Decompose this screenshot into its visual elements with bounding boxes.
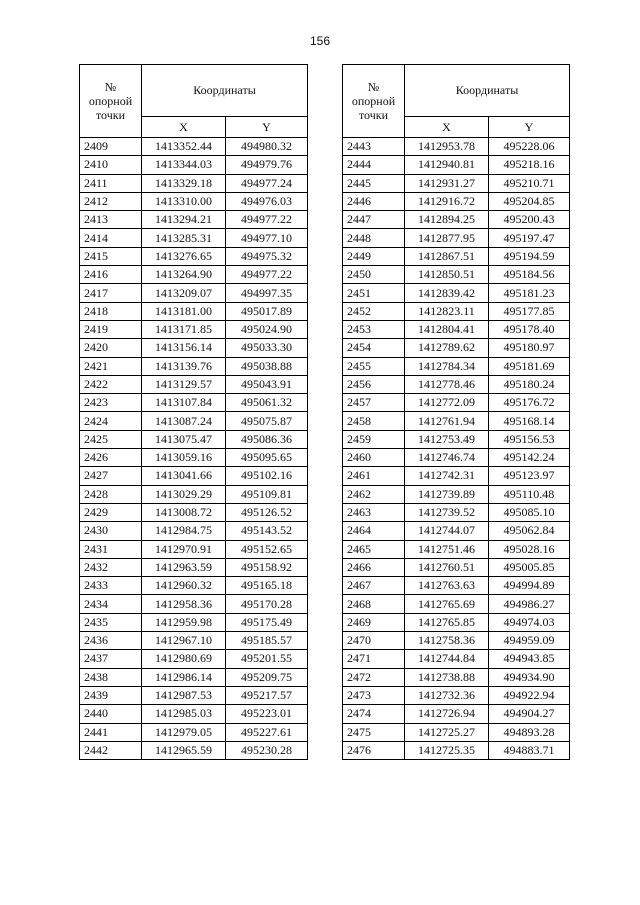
point-id-cell: 2460 — [343, 449, 405, 467]
point-id-cell: 2422 — [80, 375, 142, 393]
table-row — [343, 723, 570, 741]
table-row — [343, 320, 570, 338]
x-coordinate-cell: 1412784.34 — [405, 357, 489, 375]
x-coordinate-cell: 1413344.03 — [142, 156, 226, 174]
y-coordinate-cell: 495075.87 — [226, 412, 308, 430]
point-id-cell: 2410 — [80, 156, 142, 174]
y-column-header: Y — [226, 117, 308, 138]
point-id-cell: 2440 — [80, 705, 142, 723]
point-id-cell: 2455 — [343, 357, 405, 375]
y-coordinate-cell: 494922.94 — [489, 686, 570, 704]
point-id-cell: 2427 — [80, 467, 142, 485]
x-coordinate-cell: 1412732.36 — [405, 686, 489, 704]
x-coordinate-cell: 1412963.59 — [142, 558, 226, 576]
y-coordinate-cell: 495095.65 — [226, 449, 308, 467]
table-row — [80, 558, 308, 576]
point-id-cell: 2451 — [343, 284, 405, 302]
table-row — [343, 503, 570, 521]
y-coordinate-cell: 495180.24 — [489, 375, 570, 393]
point-id-cell: 2433 — [80, 577, 142, 595]
table-row — [343, 686, 570, 704]
table-row — [80, 632, 308, 650]
table-row — [343, 211, 570, 229]
table-row — [343, 430, 570, 448]
table-row — [343, 650, 570, 668]
point-id-cell: 2438 — [80, 668, 142, 686]
y-coordinate-cell: 495102.16 — [226, 467, 308, 485]
y-coordinate-cell: 495017.89 — [226, 302, 308, 320]
point-id-cell: 2447 — [343, 211, 405, 229]
y-coordinate-cell: 495223.01 — [226, 705, 308, 723]
point-id-cell: 2414 — [80, 229, 142, 247]
x-coordinate-cell: 1413329.18 — [142, 174, 226, 192]
point-id-cell: 2439 — [80, 686, 142, 704]
x-coordinate-cell: 1412839.42 — [405, 284, 489, 302]
point-id-cell: 2429 — [80, 503, 142, 521]
x-coordinate-cell: 1413209.07 — [142, 284, 226, 302]
x-coordinate-cell: 1412894.25 — [405, 211, 489, 229]
table-row — [343, 266, 570, 284]
x-coordinate-cell: 1412985.03 — [142, 705, 226, 723]
table-row — [80, 192, 308, 210]
x-coordinate-cell: 1412746.74 — [405, 449, 489, 467]
x-coordinate-cell: 1412984.75 — [142, 522, 226, 540]
point-id-cell: 2411 — [80, 174, 142, 192]
x-coordinate-cell: 1412758.36 — [405, 632, 489, 650]
y-coordinate-cell: 495228.06 — [489, 138, 570, 156]
x-coordinate-cell: 1413156.14 — [142, 339, 226, 357]
x-coordinate-cell: 1413285.31 — [142, 229, 226, 247]
y-coordinate-cell: 495028.16 — [489, 540, 570, 558]
x-coordinate-cell: 1412987.53 — [142, 686, 226, 704]
x-coordinate-cell: 1412916.72 — [405, 192, 489, 210]
table-row — [343, 357, 570, 375]
table-row — [343, 577, 570, 595]
y-coordinate-cell: 495181.23 — [489, 284, 570, 302]
y-coordinate-cell: 495142.24 — [489, 449, 570, 467]
point-id-cell: 2420 — [80, 339, 142, 357]
table-row — [343, 192, 570, 210]
point-number-header: № опорной точки — [80, 65, 142, 138]
point-id-cell: 2462 — [343, 485, 405, 503]
x-coordinate-cell: 1412739.89 — [405, 485, 489, 503]
y-coordinate-cell: 494997.35 — [226, 284, 308, 302]
y-coordinate-cell: 494904.27 — [489, 705, 570, 723]
table-row — [343, 339, 570, 357]
table-row — [80, 357, 308, 375]
x-coordinate-cell: 1412986.14 — [142, 668, 226, 686]
table-row — [343, 138, 570, 156]
x-coordinate-cell: 1413276.65 — [142, 247, 226, 265]
point-id-cell: 2459 — [343, 430, 405, 448]
y-coordinate-cell: 495184.56 — [489, 266, 570, 284]
x-coordinate-cell: 1412804.41 — [405, 320, 489, 338]
table-row — [80, 394, 308, 412]
table-row — [343, 302, 570, 320]
y-coordinate-cell: 495178.40 — [489, 320, 570, 338]
y-coordinate-cell: 494976.03 — [226, 192, 308, 210]
y-coordinate-cell: 494883.71 — [489, 741, 570, 759]
x-coordinate-cell: 1412725.35 — [405, 741, 489, 759]
y-coordinate-cell: 495110.48 — [489, 485, 570, 503]
point-id-cell: 2452 — [343, 302, 405, 320]
y-coordinate-cell: 495210.71 — [489, 174, 570, 192]
table-row — [80, 613, 308, 631]
x-coordinate-cell: 1412744.84 — [405, 650, 489, 668]
coordinates-header: Координаты — [142, 65, 308, 117]
table-row — [343, 449, 570, 467]
point-id-cell: 2430 — [80, 522, 142, 540]
x-coordinate-cell: 1412940.81 — [405, 156, 489, 174]
table-row — [80, 467, 308, 485]
point-id-cell: 2468 — [343, 595, 405, 613]
y-coordinate-cell: 495181.69 — [489, 357, 570, 375]
y-coordinate-cell: 495230.28 — [226, 741, 308, 759]
x-coordinate-cell: 1413171.85 — [142, 320, 226, 338]
y-coordinate-cell: 495209.75 — [226, 668, 308, 686]
y-coordinate-cell: 494975.32 — [226, 247, 308, 265]
point-id-cell: 2413 — [80, 211, 142, 229]
table-row — [343, 394, 570, 412]
page-number: 156 — [309, 34, 331, 48]
x-coordinate-cell: 1412789.62 — [405, 339, 489, 357]
y-coordinate-cell: 495033.30 — [226, 339, 308, 357]
point-id-cell: 2424 — [80, 412, 142, 430]
table-row — [343, 467, 570, 485]
point-id-cell: 2474 — [343, 705, 405, 723]
table-body-left — [80, 138, 308, 760]
y-column-header: Y — [489, 117, 570, 138]
y-coordinate-cell: 495109.81 — [226, 485, 308, 503]
point-id-cell: 2418 — [80, 302, 142, 320]
y-coordinate-cell: 494974.03 — [489, 613, 570, 631]
x-coordinate-cell: 1412967.10 — [142, 632, 226, 650]
y-coordinate-cell: 494977.24 — [226, 174, 308, 192]
point-id-cell: 2446 — [343, 192, 405, 210]
y-coordinate-cell: 495126.52 — [226, 503, 308, 521]
point-id-cell: 2437 — [80, 650, 142, 668]
x-coordinate-cell: 1412960.32 — [142, 577, 226, 595]
table-row — [80, 211, 308, 229]
x-coordinate-cell: 1412958.36 — [142, 595, 226, 613]
table-row — [80, 430, 308, 448]
table-row — [343, 284, 570, 302]
x-coordinate-cell: 1412965.59 — [142, 741, 226, 759]
y-coordinate-cell: 495085.10 — [489, 503, 570, 521]
y-coordinate-cell: 495165.18 — [226, 577, 308, 595]
y-coordinate-cell: 494994.89 — [489, 577, 570, 595]
point-id-cell: 2425 — [80, 430, 142, 448]
point-id-cell: 2415 — [80, 247, 142, 265]
x-coordinate-cell: 1413352.44 — [142, 138, 226, 156]
x-coordinate-cell: 1412765.69 — [405, 595, 489, 613]
point-id-cell: 2464 — [343, 522, 405, 540]
point-id-cell: 2472 — [343, 668, 405, 686]
table-row — [80, 174, 308, 192]
table-row — [80, 339, 308, 357]
x-coordinate-cell: 1412751.46 — [405, 540, 489, 558]
y-coordinate-cell: 495218.16 — [489, 156, 570, 174]
table-row — [343, 741, 570, 759]
point-id-cell: 2412 — [80, 192, 142, 210]
x-coordinate-cell: 1412742.31 — [405, 467, 489, 485]
x-coordinate-cell: 1413129.57 — [142, 375, 226, 393]
y-coordinate-cell: 494977.22 — [226, 266, 308, 284]
coordinates-header: Координаты — [405, 65, 570, 117]
y-coordinate-cell: 494986.27 — [489, 595, 570, 613]
x-coordinate-cell: 1412979.05 — [142, 723, 226, 741]
point-id-cell: 2409 — [80, 138, 142, 156]
x-coordinate-cell: 1413075.47 — [142, 430, 226, 448]
y-coordinate-cell: 495043.91 — [226, 375, 308, 393]
x-coordinate-cell: 1412953.78 — [405, 138, 489, 156]
point-id-cell: 2458 — [343, 412, 405, 430]
point-id-cell: 2423 — [80, 394, 142, 412]
table-row — [343, 668, 570, 686]
x-coordinate-cell: 1412970.91 — [142, 540, 226, 558]
x-coordinate-cell: 1413139.76 — [142, 357, 226, 375]
table-row — [80, 412, 308, 430]
y-coordinate-cell: 494977.22 — [226, 211, 308, 229]
table-row — [80, 138, 308, 156]
point-id-cell: 2428 — [80, 485, 142, 503]
y-coordinate-cell: 495062.84 — [489, 522, 570, 540]
table-row — [343, 558, 570, 576]
point-id-cell: 2435 — [80, 613, 142, 631]
y-coordinate-cell: 495152.65 — [226, 540, 308, 558]
y-coordinate-cell: 494980.32 — [226, 138, 308, 156]
x-column-header: X — [405, 117, 489, 138]
point-id-cell: 2476 — [343, 741, 405, 759]
point-id-cell: 2473 — [343, 686, 405, 704]
x-coordinate-cell: 1413294.21 — [142, 211, 226, 229]
table-row — [343, 247, 570, 265]
table-row — [80, 247, 308, 265]
point-id-cell: 2457 — [343, 394, 405, 412]
y-coordinate-cell: 495227.61 — [226, 723, 308, 741]
table-row — [80, 741, 308, 759]
point-id-cell: 2454 — [343, 339, 405, 357]
x-coordinate-cell: 1412877.95 — [405, 229, 489, 247]
x-coordinate-cell: 1412823.11 — [405, 302, 489, 320]
table-row — [343, 485, 570, 503]
table-row — [80, 595, 308, 613]
y-coordinate-cell: 495158.92 — [226, 558, 308, 576]
point-id-cell: 2426 — [80, 449, 142, 467]
point-id-cell: 2434 — [80, 595, 142, 613]
x-coordinate-cell: 1413107.84 — [142, 394, 226, 412]
x-coordinate-cell: 1412739.52 — [405, 503, 489, 521]
table-row — [343, 522, 570, 540]
x-coordinate-cell: 1412725.27 — [405, 723, 489, 741]
y-coordinate-cell: 495194.59 — [489, 247, 570, 265]
table-row — [80, 705, 308, 723]
y-coordinate-cell: 494893.28 — [489, 723, 570, 741]
table-row — [80, 686, 308, 704]
x-coordinate-cell: 1413029.29 — [142, 485, 226, 503]
y-coordinate-cell: 494959.09 — [489, 632, 570, 650]
x-coordinate-cell: 1412738.88 — [405, 668, 489, 686]
table-row — [80, 485, 308, 503]
x-coordinate-cell: 1413041.66 — [142, 467, 226, 485]
x-coordinate-cell: 1412760.51 — [405, 558, 489, 576]
y-coordinate-cell: 495123.97 — [489, 467, 570, 485]
coordinates-table-left — [79, 64, 308, 760]
point-id-cell: 2421 — [80, 357, 142, 375]
y-coordinate-cell: 495200.43 — [489, 211, 570, 229]
x-coordinate-cell: 1412765.85 — [405, 613, 489, 631]
y-coordinate-cell: 495177.85 — [489, 302, 570, 320]
table-row — [80, 522, 308, 540]
y-coordinate-cell: 495086.36 — [226, 430, 308, 448]
table-row — [80, 229, 308, 247]
x-coordinate-cell: 1413059.16 — [142, 449, 226, 467]
point-id-cell: 2466 — [343, 558, 405, 576]
x-coordinate-cell: 1413310.00 — [142, 192, 226, 210]
table-body-right — [343, 138, 570, 760]
point-id-cell: 2461 — [343, 467, 405, 485]
point-id-cell: 2416 — [80, 266, 142, 284]
y-coordinate-cell: 495005.85 — [489, 558, 570, 576]
y-coordinate-cell: 495201.55 — [226, 650, 308, 668]
table-row — [80, 375, 308, 393]
point-id-cell: 2444 — [343, 156, 405, 174]
point-id-cell: 2475 — [343, 723, 405, 741]
y-coordinate-cell: 495185.57 — [226, 632, 308, 650]
point-id-cell: 2470 — [343, 632, 405, 650]
point-id-cell: 2445 — [343, 174, 405, 192]
x-coordinate-cell: 1412931.27 — [405, 174, 489, 192]
point-id-cell: 2432 — [80, 558, 142, 576]
x-coordinate-cell: 1413087.24 — [142, 412, 226, 430]
table-row — [80, 540, 308, 558]
point-id-cell: 2448 — [343, 229, 405, 247]
point-id-cell: 2465 — [343, 540, 405, 558]
y-coordinate-cell: 495176.72 — [489, 394, 570, 412]
x-coordinate-cell: 1412867.51 — [405, 247, 489, 265]
point-id-cell: 2467 — [343, 577, 405, 595]
y-coordinate-cell: 495217.57 — [226, 686, 308, 704]
point-number-header: № опорной точки — [343, 65, 405, 138]
table-row — [80, 668, 308, 686]
point-id-cell: 2456 — [343, 375, 405, 393]
y-coordinate-cell: 495024.90 — [226, 320, 308, 338]
x-coordinate-cell: 1412744.07 — [405, 522, 489, 540]
x-coordinate-cell: 1412726.94 — [405, 705, 489, 723]
table-row — [80, 449, 308, 467]
table-row — [343, 156, 570, 174]
table-row — [80, 266, 308, 284]
table-row — [343, 412, 570, 430]
point-id-cell: 2463 — [343, 503, 405, 521]
y-coordinate-cell: 495168.14 — [489, 412, 570, 430]
point-id-cell: 2453 — [343, 320, 405, 338]
y-coordinate-cell: 495197.47 — [489, 229, 570, 247]
point-id-cell: 2449 — [343, 247, 405, 265]
point-id-cell: 2450 — [343, 266, 405, 284]
table-row — [343, 595, 570, 613]
y-coordinate-cell: 494977.10 — [226, 229, 308, 247]
point-id-cell: 2441 — [80, 723, 142, 741]
x-coordinate-cell: 1413181.00 — [142, 302, 226, 320]
table-row — [343, 632, 570, 650]
y-coordinate-cell: 495061.32 — [226, 394, 308, 412]
x-coordinate-cell: 1412850.51 — [405, 266, 489, 284]
y-coordinate-cell: 495143.52 — [226, 522, 308, 540]
point-id-cell: 2471 — [343, 650, 405, 668]
x-coordinate-cell: 1412778.46 — [405, 375, 489, 393]
table-row — [80, 650, 308, 668]
y-coordinate-cell: 495204.85 — [489, 192, 570, 210]
y-coordinate-cell: 494943.85 — [489, 650, 570, 668]
point-id-cell: 2442 — [80, 741, 142, 759]
point-id-cell: 2469 — [343, 613, 405, 631]
x-coordinate-cell: 1412980.69 — [142, 650, 226, 668]
x-coordinate-cell: 1412772.09 — [405, 394, 489, 412]
table-row — [80, 284, 308, 302]
table-row — [80, 156, 308, 174]
y-coordinate-cell: 494979.76 — [226, 156, 308, 174]
y-coordinate-cell: 495156.53 — [489, 430, 570, 448]
y-coordinate-cell: 495175.49 — [226, 613, 308, 631]
table-row — [80, 320, 308, 338]
table-row — [80, 723, 308, 741]
x-coordinate-cell: 1412761.94 — [405, 412, 489, 430]
x-coordinate-cell: 1413008.72 — [142, 503, 226, 521]
table-row — [343, 613, 570, 631]
table-row — [80, 503, 308, 521]
point-id-cell: 2436 — [80, 632, 142, 650]
coordinates-table-right — [342, 64, 570, 760]
table-row — [80, 302, 308, 320]
table-row — [343, 174, 570, 192]
x-coordinate-cell: 1412753.49 — [405, 430, 489, 448]
y-coordinate-cell: 494934.90 — [489, 668, 570, 686]
x-column-header: X — [142, 117, 226, 138]
table-row — [343, 705, 570, 723]
x-coordinate-cell: 1412763.63 — [405, 577, 489, 595]
table-row — [343, 375, 570, 393]
table-row — [343, 540, 570, 558]
y-coordinate-cell: 495170.28 — [226, 595, 308, 613]
x-coordinate-cell: 1413264.90 — [142, 266, 226, 284]
point-id-cell: 2419 — [80, 320, 142, 338]
y-coordinate-cell: 495038.88 — [226, 357, 308, 375]
point-id-cell: 2443 — [343, 138, 405, 156]
point-id-cell: 2417 — [80, 284, 142, 302]
table-row — [343, 229, 570, 247]
x-coordinate-cell: 1412959.98 — [142, 613, 226, 631]
y-coordinate-cell: 495180.97 — [489, 339, 570, 357]
table-row — [80, 577, 308, 595]
point-id-cell: 2431 — [80, 540, 142, 558]
